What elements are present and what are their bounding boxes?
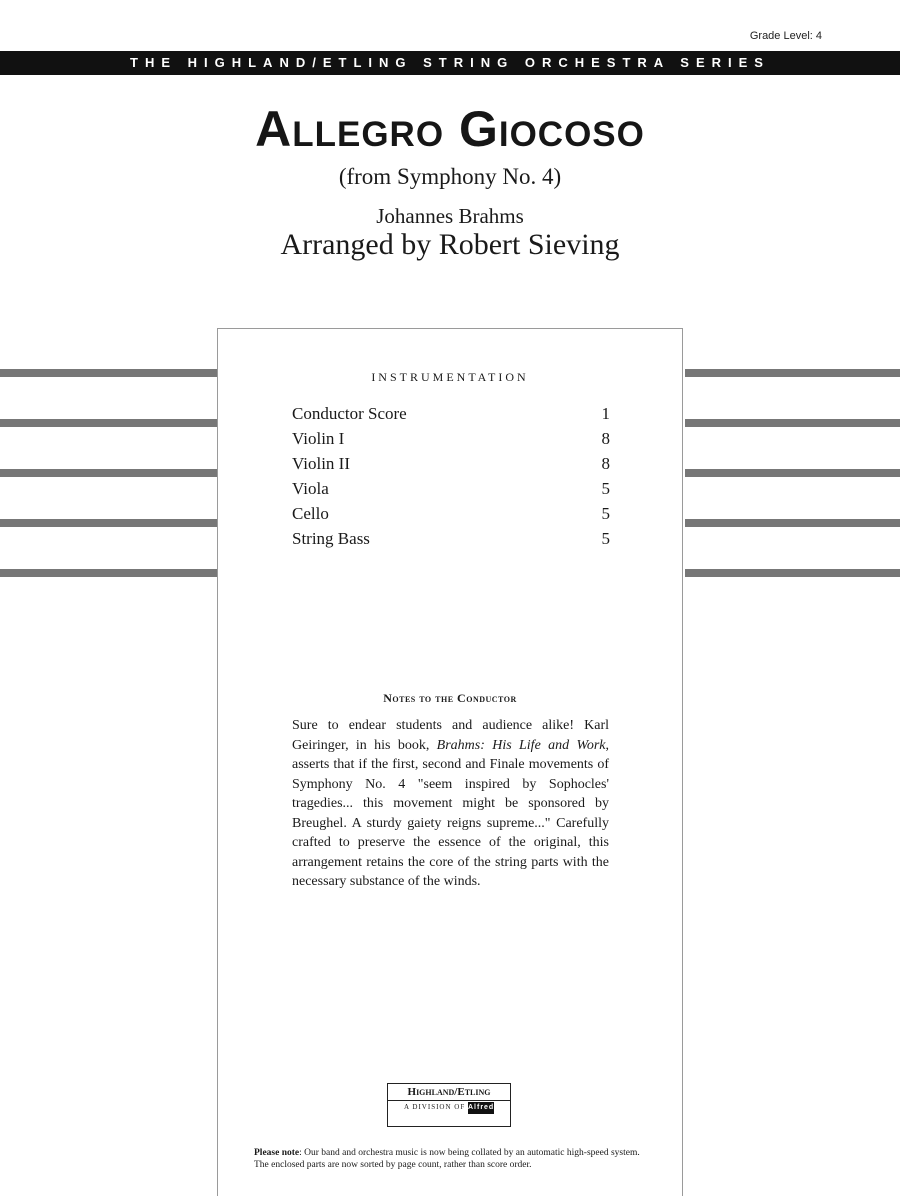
instrument-row xyxy=(292,401,610,426)
notes-body xyxy=(292,716,609,892)
instrumentation-list xyxy=(292,401,610,551)
instrument-row xyxy=(292,451,610,476)
instrument-count: 5 xyxy=(601,529,610,548)
staff-line xyxy=(0,519,217,527)
instrument-count: 8 xyxy=(601,454,610,473)
instrument-name: Violin II xyxy=(292,454,350,473)
instrument-name: Viola xyxy=(292,479,329,498)
staff-line xyxy=(685,519,900,527)
grade-level: Grade Level: 4 xyxy=(749,30,822,42)
piece-title: Allegro Giocoso xyxy=(255,101,645,157)
publisher-division xyxy=(388,1101,510,1114)
arranger: Arranged by Robert Sieving xyxy=(280,228,620,261)
footnote xyxy=(254,1147,649,1171)
instrument-name: Cello xyxy=(292,504,329,523)
piece-subtitle: (from Symphony No. 4) xyxy=(338,164,562,189)
publisher-logo xyxy=(387,1083,511,1127)
instrument-count: 8 xyxy=(601,429,610,448)
instrument-row xyxy=(292,526,610,551)
series-banner: THE HIGHLAND/ETLING STRING ORCHESTRA SERIES xyxy=(0,51,900,75)
staff-line xyxy=(0,419,217,427)
instrument-count: 5 xyxy=(601,504,610,523)
notes-heading: Notes to the Conductor xyxy=(383,691,517,705)
staff-line xyxy=(685,419,900,427)
instrument-row xyxy=(292,501,610,526)
instrument-count: 1 xyxy=(601,404,610,423)
staff-line xyxy=(685,469,900,477)
footnote-text: : Our band and orchestra music is now being collated by an automatic high-speed system. The enclosed parts are now sorted by page count, rather than score order. xyxy=(254,1148,640,1170)
instrument-name: Violin I xyxy=(292,429,345,448)
instrument-row xyxy=(292,426,610,451)
notes-text-1: Sure to endear students and audience alike! Karl Geiringer, in his book, xyxy=(292,718,609,753)
footnote-label: Please note xyxy=(254,1148,300,1158)
division-text: A DIVISION OF xyxy=(404,1103,466,1111)
instrument-count: 5 xyxy=(601,479,610,498)
instrument-row xyxy=(292,476,610,501)
notes-book-title: Brahms: His Life and Work xyxy=(436,737,606,753)
instrumentation-heading: INSTRUMENTATION xyxy=(371,370,529,384)
staff-line xyxy=(0,569,217,577)
notes-text-2: , asserts that if the first, second and Finale movements of Symphony No. 4 "seem inspired by Sophocles' tragedies... this movement might be sponsored by Breughel. A sturdy gaiety reigns supreme..." Carefully crafted to preserve the essence of the original, this arrangement retains the core of the string parts with the necessary substance of the winds. xyxy=(292,737,609,889)
staff-line xyxy=(685,369,900,377)
staff-line xyxy=(0,469,217,477)
composer: Johannes Brahms xyxy=(376,204,524,228)
publisher-name: Highland/Etling xyxy=(388,1084,510,1101)
instrument-name: Conductor Score xyxy=(292,404,407,423)
instrument-name: String Bass xyxy=(292,529,370,548)
parent-logo-mark: Alfred xyxy=(468,1102,494,1114)
staff-line xyxy=(0,369,217,377)
staff-line xyxy=(685,569,900,577)
